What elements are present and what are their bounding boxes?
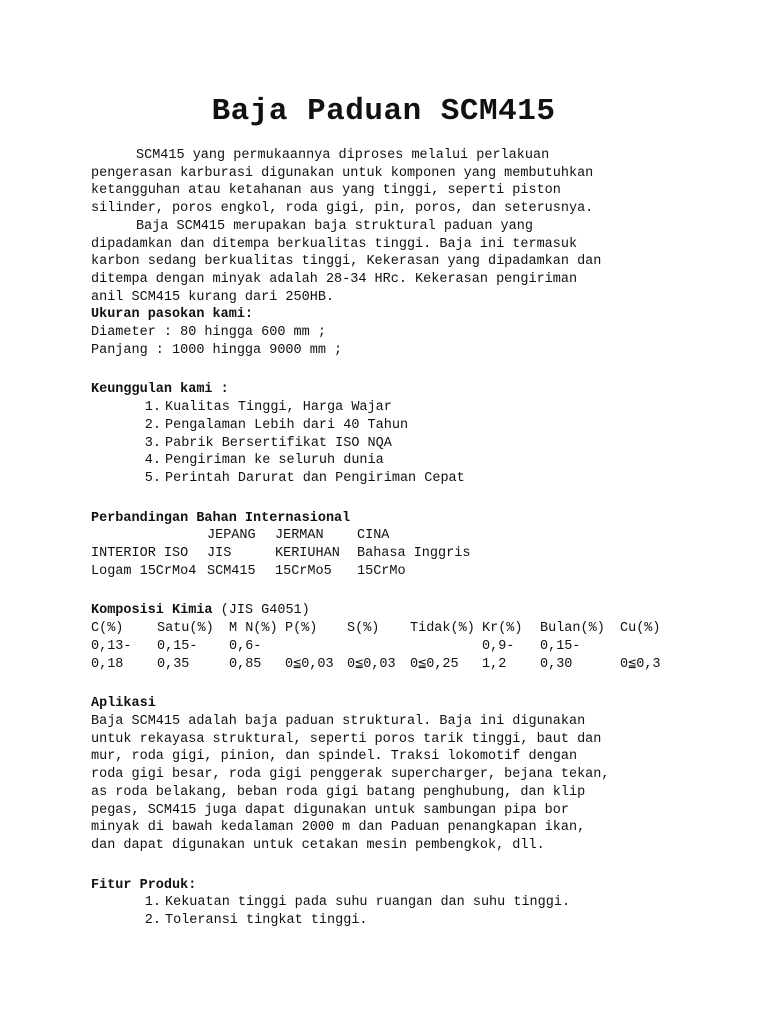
table-cell: 0,6- <box>229 638 262 654</box>
composition-section <box>91 602 691 673</box>
list-item <box>91 912 691 930</box>
text-line: SCM415 yang permukaannya diproses melalui perlakuan <box>136 148 550 163</box>
table-cell: 0,13- <box>91 638 132 654</box>
intro-paragraph-1 <box>91 147 691 218</box>
features-heading: Fitur Produk: <box>91 877 197 893</box>
list-text: Pengalaman Lebih dari 40 Tahun <box>165 417 409 433</box>
list-number: 4. <box>144 453 161 469</box>
supply-heading: Ukuran pasokan kami: <box>91 307 254 323</box>
table-cell: 1,2 <box>482 656 507 672</box>
table-cell: 0,35 <box>157 656 190 672</box>
table-header: Bulan(%) <box>540 621 605 637</box>
table-cell: JERMAN <box>275 528 324 544</box>
list-text: Perintah Darurat dan Pengiriman Cepat <box>165 470 465 486</box>
list-number: 2. <box>144 913 161 929</box>
table-header: Cu(%) <box>620 621 661 637</box>
text-line: pegas, SCM415 juga dapat digunakan untuk sambungan pipa bor <box>91 802 569 818</box>
list-text: Pengiriman ke seluruh dunia <box>165 453 384 469</box>
document-title: Baja Paduan SCM415 <box>211 94 556 129</box>
text-line: mur, roda gigi, pinion, dan spindel. Traksi lokomotif dengan <box>91 749 578 765</box>
table-row <box>91 545 470 563</box>
table-header: P(%) <box>285 621 318 637</box>
table-cell <box>285 638 347 656</box>
list-text: Toleransi tingkat tinggi. <box>165 913 368 929</box>
table-cell: 0,18 <box>91 656 124 672</box>
text-line: dipadamkan dan ditempa berkualitas tinggi. Baja ini termasuk <box>91 236 578 252</box>
table-cell: Logam 15CrMo4 <box>91 563 197 579</box>
table-cell: 0,9- <box>482 638 515 654</box>
table-row <box>91 527 470 545</box>
text-line: as roda belakang, beban roda gigi batang penghubung, dan klip <box>91 784 586 800</box>
text-line: karbon sedang berkualitas tinggi, Kekerasan yang dipadamkan dan <box>91 254 602 270</box>
list-item <box>91 894 691 912</box>
table-cell: 15CrMo5 <box>275 563 332 579</box>
table-header: Satu(%) <box>157 621 214 637</box>
intro-paragraph-2 <box>91 218 691 307</box>
supply-section <box>91 306 691 359</box>
table-cell <box>347 638 410 656</box>
table-header: M N(%) <box>229 621 278 637</box>
composition-heading: Komposisi Kimia <box>91 603 213 619</box>
list-number: 1. <box>144 400 161 416</box>
text-line: Baja SCM415 adalah baja paduan struktural. Baja ini digunakan <box>91 713 586 729</box>
list-number: 3. <box>144 435 161 451</box>
table-row <box>91 620 661 638</box>
table-cell: 0≦0,25 <box>410 656 459 672</box>
text-line: ketangguhan atau ketahanan aus yang tinggi, seperti piston <box>91 183 561 199</box>
text-line: pengerasan karburasi digunakan untuk komponen yang membutuhkan <box>91 165 594 181</box>
list-number: 1. <box>144 895 161 911</box>
list-number: 2. <box>144 417 161 433</box>
table-cell: 0,30 <box>540 656 573 672</box>
comparison-table <box>91 527 470 580</box>
comparison-heading: Perbandingan Bahan Internasional <box>91 510 351 526</box>
table-row <box>91 638 661 656</box>
list-item <box>91 417 691 435</box>
list-item <box>91 452 691 470</box>
table-header: Kr(%) <box>482 621 523 637</box>
table-cell: Bahasa Inggris <box>357 546 471 562</box>
table-cell <box>91 527 207 545</box>
table-row <box>91 563 470 581</box>
list-item <box>91 470 691 488</box>
table-cell: 0,85 <box>229 656 262 672</box>
table-cell: JIS <box>207 546 232 562</box>
table-cell: 0≦0,03 <box>347 656 396 672</box>
composition-standard: (JIS G4051) <box>220 603 310 619</box>
table-cell: 0≦0,3 <box>620 656 661 672</box>
table-cell: 0≦0,03 <box>285 656 334 672</box>
advantages-heading: Keunggulan kami : <box>91 382 229 398</box>
supply-length: Panjang : 1000 hingga 9000 mm ; <box>91 342 343 358</box>
list-text: Kualitas Tinggi, Harga Wajar <box>165 400 392 416</box>
table-header: Tidak(%) <box>410 621 475 637</box>
text-line: Baja SCM415 merupakan baja struktural paduan yang <box>136 218 533 234</box>
text-line: minyak di bawah kedalaman 2000 m dan Paduan penangkapan ikan, <box>91 820 586 836</box>
table-cell: CINA <box>357 528 390 544</box>
list-text: Pabrik Bersertifikat ISO NQA <box>165 435 392 451</box>
table-row <box>91 656 661 674</box>
text-line: untuk rekayasa struktural, seperti poros tarik tinggi, baut dan <box>91 731 602 747</box>
text-line: ditempa dengan minyak adalah 28-34 HRc. Kekerasan pengiriman <box>91 271 578 287</box>
composition-heading-line <box>91 602 691 620</box>
list-item <box>91 399 691 417</box>
table-cell: SCM415 <box>207 563 256 579</box>
table-header: C(%) <box>91 621 124 637</box>
text-line: dan dapat digunakan untuk cetakan mesin pembengkok, dll. <box>91 837 545 853</box>
list-number: 5. <box>144 470 161 486</box>
list-text: Kekuatan tinggi pada suhu ruangan dan suhu tinggi. <box>165 895 571 911</box>
table-cell: JEPANG <box>207 528 256 544</box>
application-heading: Aplikasi <box>91 696 156 712</box>
table-cell <box>620 638 661 656</box>
table-cell: KERIUHAN <box>275 546 340 562</box>
application-section <box>91 695 691 854</box>
table-cell: INTERIOR ISO <box>91 546 189 562</box>
text-line: roda gigi besar, roda gigi penggerak supercharger, bejana tekan, <box>91 767 610 783</box>
document-body <box>91 147 691 930</box>
composition-table <box>91 620 661 673</box>
table-header: S(%) <box>347 621 380 637</box>
features-section <box>91 877 691 930</box>
text-line: silinder, poros engkol, roda gigi, pin, poros, dan seterusnya. <box>91 201 594 217</box>
comparison-section <box>91 510 691 581</box>
advantages-section <box>91 381 691 487</box>
text-line: anil SCM415 kurang dari 250HB. <box>91 289 335 305</box>
table-cell: 15CrMo <box>357 563 406 579</box>
list-item <box>91 435 691 453</box>
table-cell <box>410 638 482 656</box>
table-cell: 0,15- <box>157 638 198 654</box>
table-cell: 0,15- <box>540 638 581 654</box>
supply-diameter: Diameter : 80 hingga 600 mm ; <box>91 325 326 341</box>
